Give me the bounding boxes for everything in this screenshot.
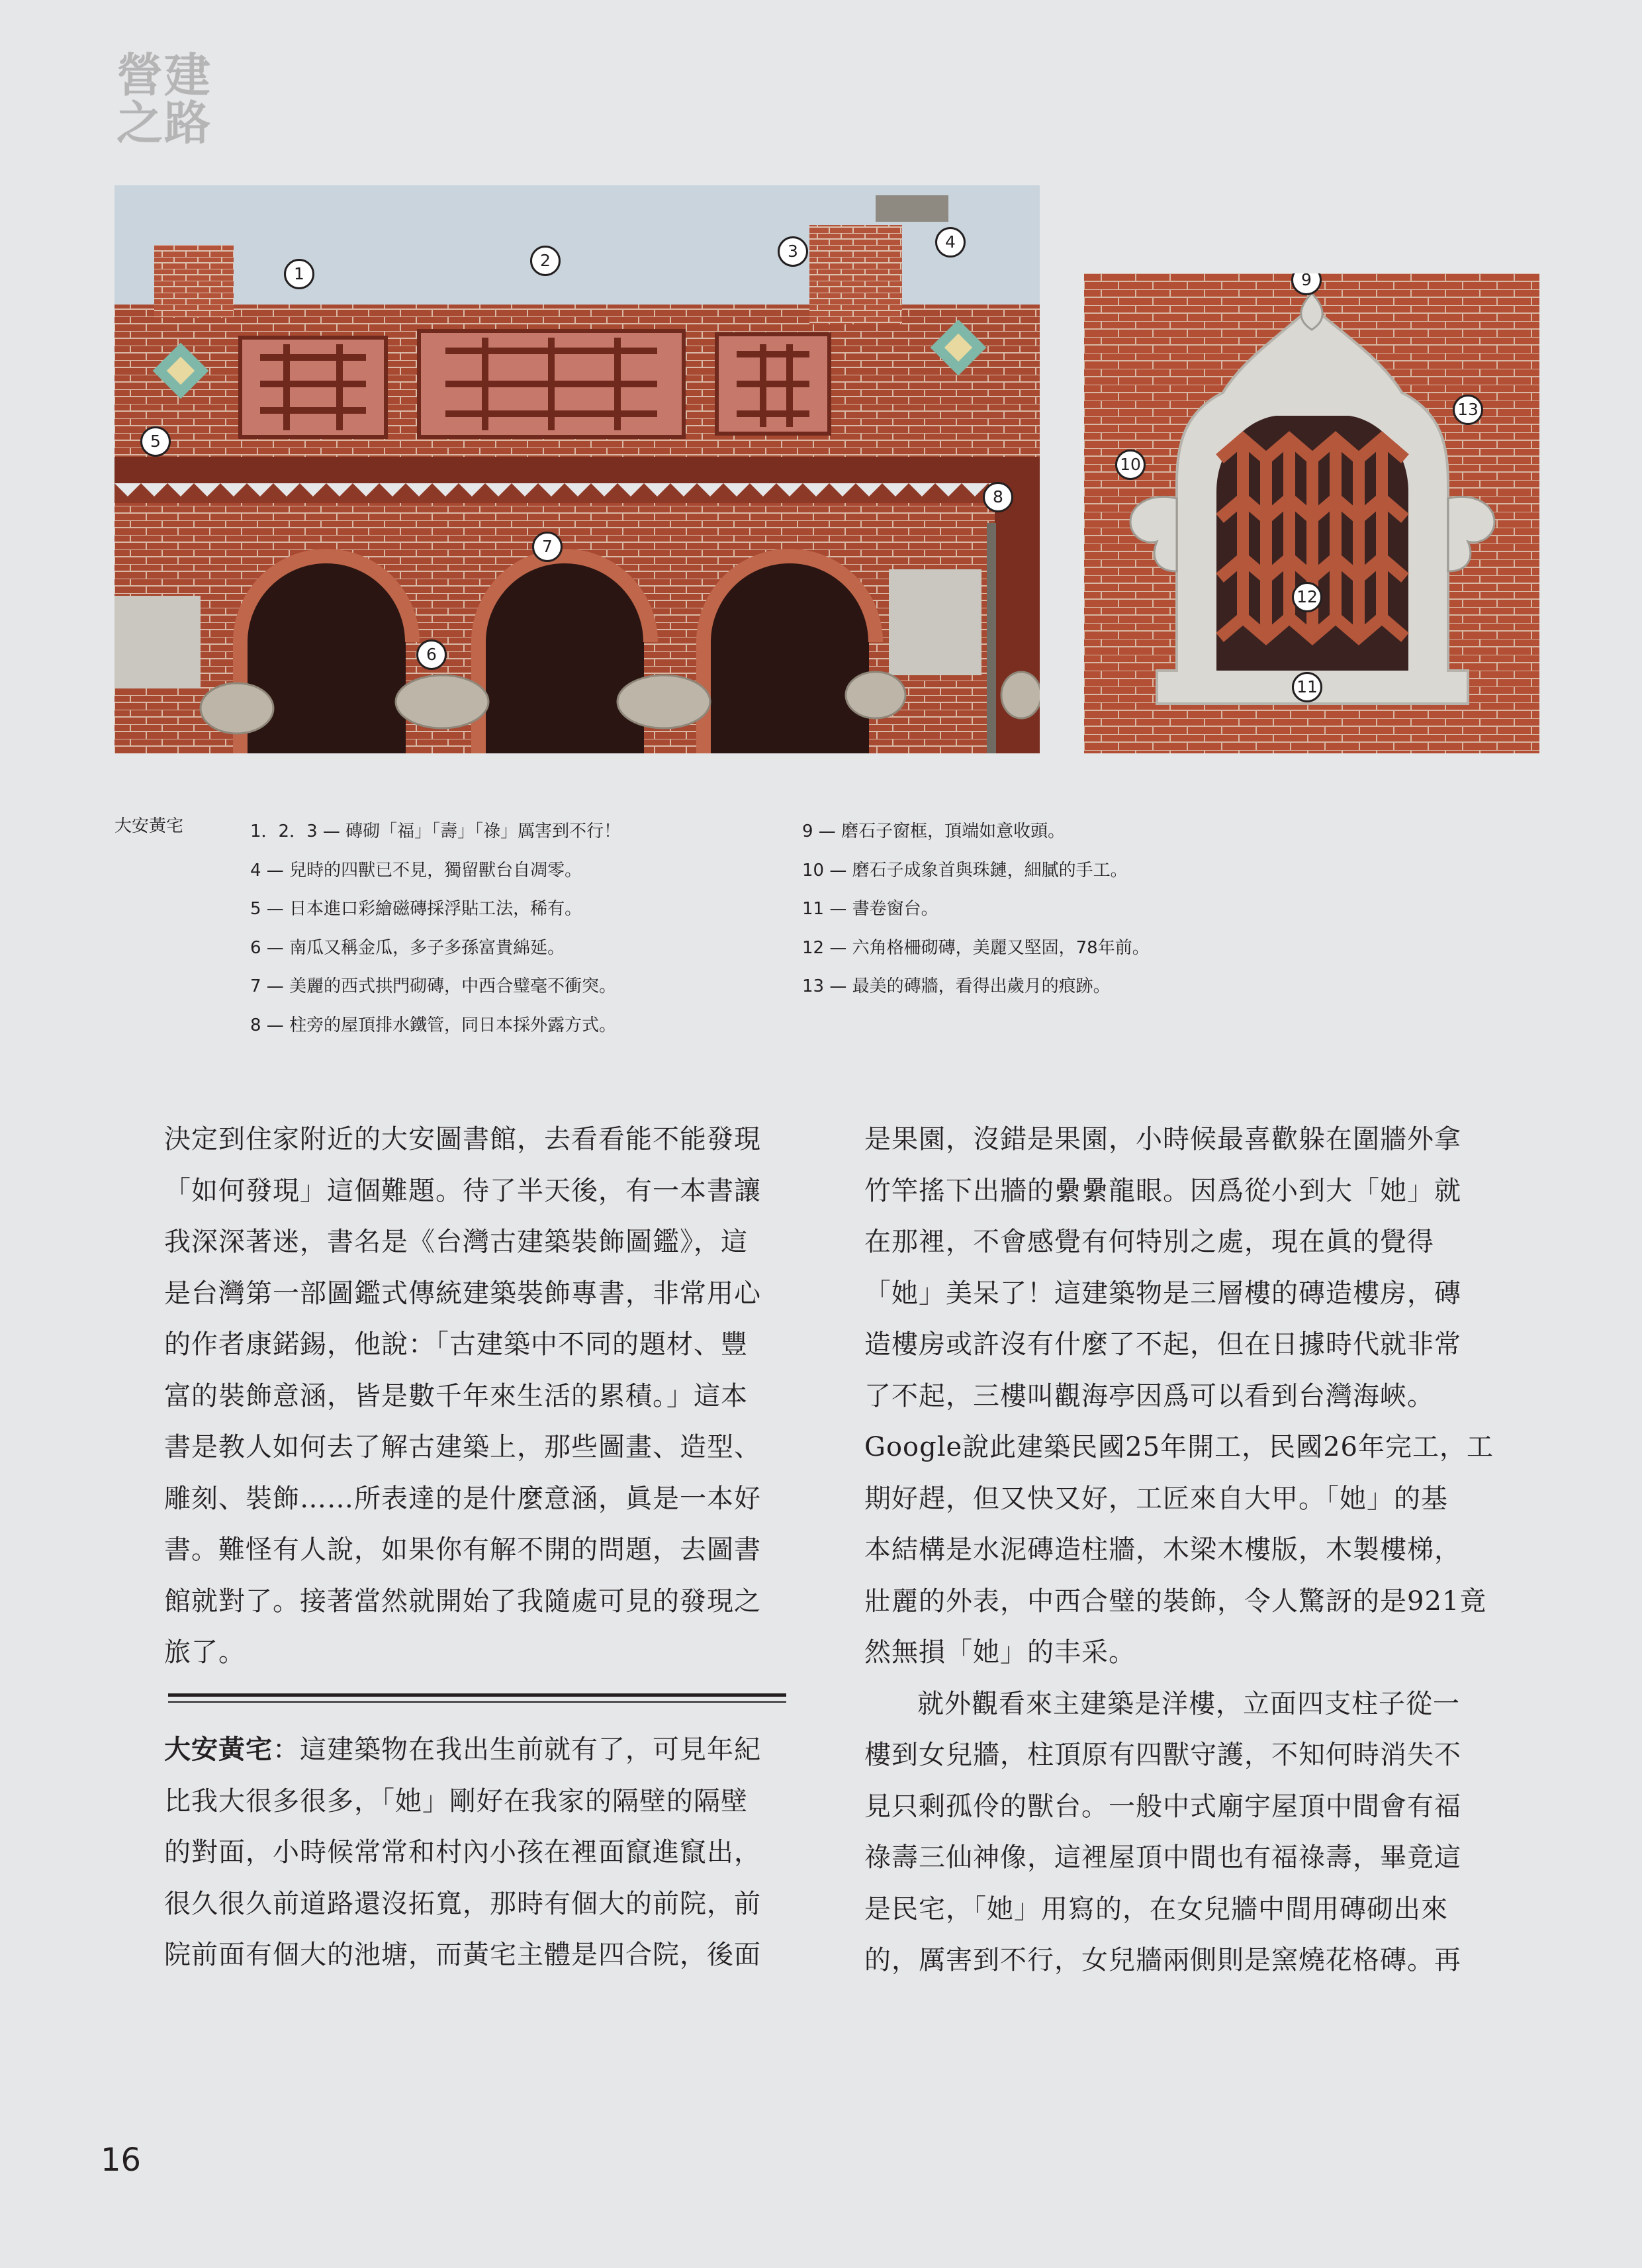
caption-line: 13 — 最美的磚牆，看得出歲月的痕跡。 <box>802 976 1111 996</box>
caption-line: 11 — 書卷窗台。 <box>802 899 938 919</box>
section-title-line1: 營建 <box>116 48 212 103</box>
text-line: 祿壽三仙神像，這裡屋頂中間也有福祿壽，畢竟這 <box>864 1842 1461 1873</box>
text-line: 是民宅，「她」用寫的，在女兒牆中間用磚砌出來 <box>864 1893 1448 1924</box>
text-line: 很久很久前道路還沒拓寬，那時有個大的前院，前 <box>164 1888 761 1919</box>
text-line <box>164 1725 799 1776</box>
callout-2: 2 <box>530 246 561 276</box>
subhead-lead: 大安黃宅 <box>164 1734 273 1765</box>
section-divider-thin <box>168 1701 786 1703</box>
text-line: 見只剩孤伶的獸台。一般中式廟宇屋頂中間會有福 <box>864 1791 1461 1822</box>
caption-line: 1．2．3 — 磚砌「福」「壽」「祿」厲害到不行！ <box>250 822 621 841</box>
text-line: 院前面有個大的池塘，而黃宅主體是四合院，後面 <box>164 1940 761 1970</box>
page-number: 16 <box>101 2142 142 2179</box>
caption-line: 10 — 磨石子成象首與珠鏈，細膩的手工。 <box>802 860 1128 880</box>
text-line: 雕刻、裝飾……所表達的是什麼意涵，眞是一本好 <box>164 1483 761 1514</box>
text-line: 館就對了。接著當然就開始了我隨處可見的發現之 <box>164 1585 761 1617</box>
caption-right-column <box>802 812 1150 1006</box>
callout-4: 4 <box>935 227 966 258</box>
text-line: 決定到住家附近的大安圖書館，去看看能不能發現 <box>164 1124 761 1155</box>
section-divider <box>168 1693 786 1697</box>
window-photo <box>1084 273 1539 753</box>
text-line: 的，厲害到不行，女兒牆兩側則是窯燒花格磚。再 <box>864 1945 1461 1975</box>
section-title <box>116 48 216 150</box>
caption-line: 8 — 柱旁的屋頂排水鐵管，同日本採外露方式。 <box>250 1015 617 1035</box>
text-line: 富的裝飾意涵，皆是數千年來生活的累積。」這本 <box>164 1380 748 1411</box>
text-line: 書是教人如何去了解古建築上，那些圖畫、造型、 <box>164 1432 761 1462</box>
text-line: 的對面，小時候常常和村內小孩在裡面竄進竄出， <box>164 1837 761 1867</box>
article-right-column <box>864 1114 1500 1987</box>
callout-6: 6 <box>416 639 447 670</box>
text-line: 我深深著迷，書名是《台灣古建築裝飾圖鑑》，這 <box>164 1227 748 1257</box>
text-line: 旅了。 <box>164 1637 246 1668</box>
callout-10: 10 <box>1115 449 1146 480</box>
text-line: 造樓房或許沒有什麼了不起，但在日據時代就非常 <box>864 1329 1461 1360</box>
text-line: 在那裡，不會感覺有何特別之處，現在眞的覺得 <box>864 1227 1434 1257</box>
caption-label: 大安黃宅 <box>114 816 184 836</box>
caption-line: 9 — 磨石子窗框，頂端如意收頭。 <box>802 822 1066 841</box>
text-line: 的作者康鍩錫，他說：「古建築中不同的題材、豐 <box>164 1329 748 1360</box>
text-line: 然無損「她」的丰采。 <box>864 1637 1136 1668</box>
callout-7: 7 <box>532 532 563 562</box>
text-line: 了不起，三樓叫觀海亭因爲可以看到台灣海峽。 <box>864 1380 1434 1411</box>
text-line: 樓到女兒牆，柱頂原有四獸守護，不知何時消失不 <box>864 1740 1461 1770</box>
callout-1: 1 <box>284 259 314 289</box>
article-left-paragraph-2 <box>164 1725 799 1981</box>
article-left-paragraph-1 <box>164 1114 799 1679</box>
caption-line: 4 — 兒時的四獸已不見，獨留獸台自凋零。 <box>250 860 582 880</box>
text-line: 就外觀看來主建築是洋樓，立面四支柱子從一 <box>917 1688 1460 1719</box>
text-line: 是台灣第一部圖鑑式傳統建築裝飾專書，非常用心 <box>164 1278 761 1309</box>
text-line: 「她」美呆了！這建築物是三層樓的磚造樓房，磚 <box>864 1278 1461 1309</box>
caption-left-column <box>250 812 621 1045</box>
facade-photo <box>114 185 1040 753</box>
text-line: 「如何發現」這個難題。待了半天後，有一本書讓 <box>164 1175 761 1206</box>
text-line: 書。難怪有人說，如果你有解不開的問題，去圖書 <box>164 1535 761 1565</box>
text-line: 期好趕，但又快又好，工匠來自大甲。「她」的基 <box>864 1483 1448 1514</box>
text-line: 是果園，沒錯是果園，小時候最喜歡躲在圍牆外拿 <box>864 1124 1461 1155</box>
text-fragment: ：這建築物在我出生前就有了，可見年紀 <box>273 1734 761 1765</box>
section-title-line2: 之路 <box>116 96 212 150</box>
text-line: 竹竿搖下出牆的纍纍龍眼。因爲從小到大「她」就 <box>864 1175 1461 1206</box>
text-line: 本結構是水泥磚造柱牆，木梁木樓版，木製樓梯， <box>864 1535 1461 1565</box>
text-line: 壯麗的外表，中西合璧的裝飾，令人驚訝的是921竟 <box>864 1585 1487 1617</box>
callout-3: 3 <box>778 236 808 267</box>
caption-line: 6 — 南瓜又稱金瓜，多子多孫富貴綿延。 <box>250 937 565 958</box>
callout-12: 12 <box>1292 582 1322 612</box>
text-line: Google說此建築民國25年開工，民國26年完工，工 <box>864 1432 1494 1462</box>
callout-9: 9 <box>1291 273 1322 295</box>
text-line: 比我大很多很多，「她」剛好在我家的隔壁的隔壁 <box>164 1785 748 1817</box>
callout-8: 8 <box>983 482 1013 512</box>
callout-11: 11 <box>1292 672 1322 702</box>
callout-5: 5 <box>140 426 171 457</box>
callout-13: 13 <box>1453 395 1483 425</box>
caption-line: 12 — 六角格柵砌磚，美麗又堅固，78年前。 <box>802 937 1150 958</box>
caption-line: 5 — 日本進口彩繪磁磚採浮貼工法，稀有。 <box>250 899 582 919</box>
caption-line: 7 — 美麗的西式拱門砌磚，中西合璧毫不衝突。 <box>250 976 617 996</box>
